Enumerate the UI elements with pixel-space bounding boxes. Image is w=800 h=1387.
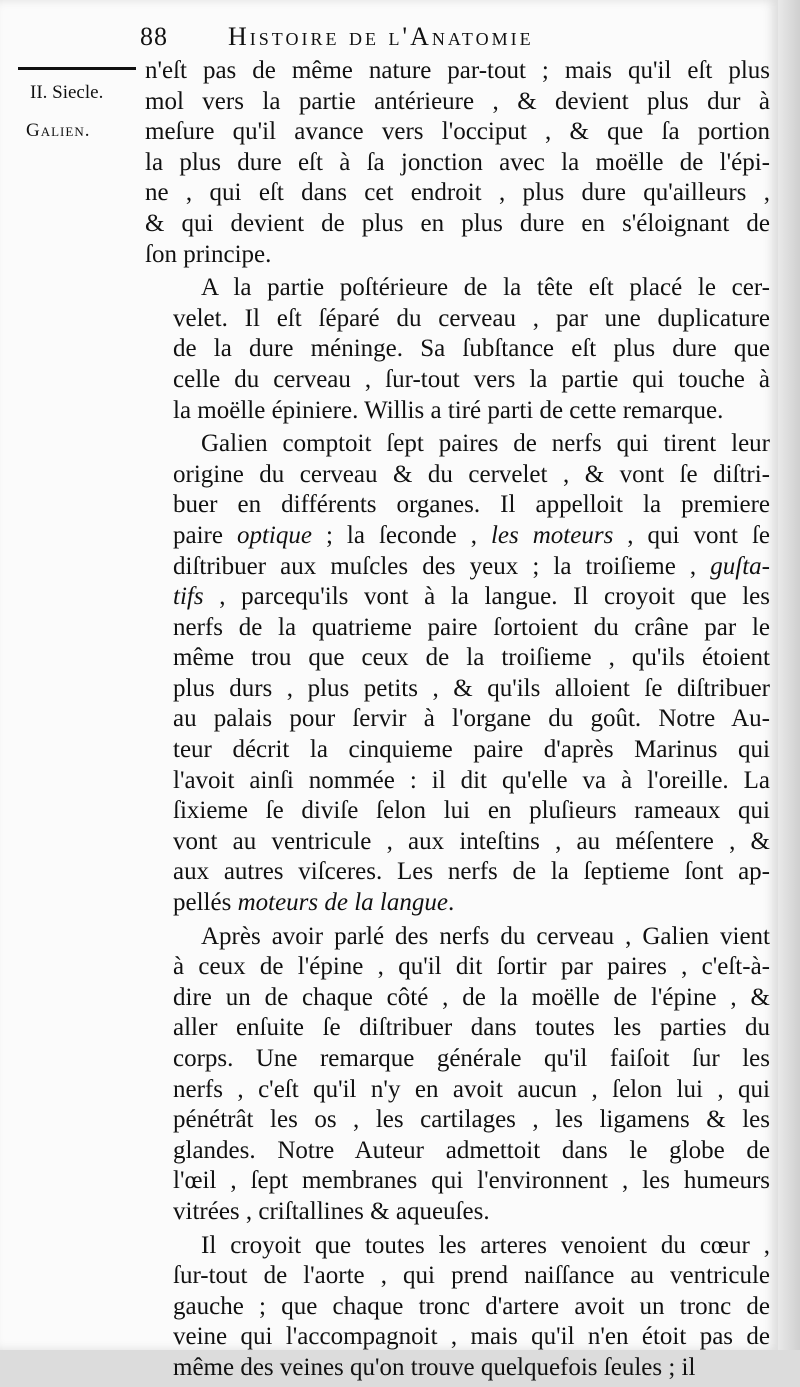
text-line: même des veines qu'on trouve quelquefois ſeules ; il [173,1353,696,1381]
text-line: pellés moteurs de la langue. [173,889,455,917]
text-line: celle du cerveau , ſur-tout vers la partie qui touche à [173,365,770,393]
page-edge-shadow [778,0,800,1350]
text-line: vitrées , criſtallines & aqueuſes. [173,1197,490,1225]
text-line: de la dure méninge. Sa ſubſtance eſt plus dure que [173,335,770,363]
text-line: pénétrât les os , les cartilages , les ligamens & les [173,1106,770,1134]
paragraph [145,922,770,1228]
text-line: n'eſt pas de même nature par-tout ; mais qu'il eſt plus [145,57,770,84]
text-line: gauche ; que chaque tronc d'artere avoit un tronc de [173,1292,770,1320]
text-line: Galien comptoit ſept paires de nerfs qui tirent leur [201,430,770,458]
paragraph [145,429,770,919]
text-line: même trou que ceux de la troiſieme , qu'ils étoient [173,644,770,672]
text-line: plus durs , plus petits , & qu'ils alloient ſe diſtribuer [173,674,770,702]
text-line: velet. Il eſt ſéparé du cerveau , par une duplicature [173,304,770,332]
text-line: dire un de chaque côté , de la moëlle de l'épine , & [173,983,770,1011]
text-line: glandes. Notre Auteur admettoit dans le globe de [173,1136,770,1164]
text-line: diſtribuer aux muſcles des yeux ; la troiſieme , guſta- [173,552,770,580]
text-line: au palais pour ſervir à l'organe du goût. Notre Au- [173,705,770,733]
text-line: corps. Une remarque générale qu'il faiſoit ſur les [173,1045,770,1072]
text-line: Il croyoit que toutes les arteres venoient du cœur , [201,1231,770,1259]
text-line: nerfs , c'eſt qu'il n'y en avoit aucun , ſelon lui , qui [173,1075,770,1103]
text-line: aux autres viſceres. Les nerfs de la ſeptieme ſont ap- [173,858,770,886]
text-line: ſon principe. [145,240,272,268]
margin-rule [18,67,136,70]
text-line: meſure qu'il avance vers l'occiput , & que ſa portion [145,118,770,146]
paragraph [145,1231,770,1384]
text-line: vont au ventricule , aux inteſtins , au méſentere , & [173,827,770,855]
text-line: veine qui l'accompagnoit , mais qu'il n'en étoit pas de [173,1323,770,1351]
text-line: origine du cerveau & du cervelet , & vont ſe diſtri- [173,460,770,488]
text-line: l'œil , ſept membranes qui l'environnent , les humeurs [173,1167,770,1195]
text-line: la plus dure eſt à ſa jonction avec la moëlle de l'épi- [145,148,770,176]
page-header [140,18,660,58]
running-title: Histoire de l'Anatomie [228,22,534,51]
margin-note-century: II. Siecle. [30,82,104,103]
text-line: ſixieme ſe diviſe ſelon lui en pluſieurs rameaux qui [173,797,770,825]
text-line: aller enſuite ſe diſtribuer dans toutes les parties du [173,1014,770,1042]
text-line: Après avoir parlé des nerfs du cerveau , Galien vient [201,922,770,950]
paragraph [145,56,770,270]
text-line: à ceux de l'épine , qu'il dit ſortir par paires , c'eſt-à- [173,953,770,981]
text-line: buer en différents organes. Il appelloit la premiere [173,491,770,519]
text-line: & qui devient de plus en plus dure en s'éloignant de [145,209,770,237]
text-line: ne , qui eſt dans cet endroit , plus dure qu'ailleurs , [145,179,770,207]
text-line: A la partie poſtérieure de la tête eſt placé le cer- [201,274,770,302]
paragraph [145,273,770,426]
text-line: ſur-tout de l'aorte , qui prend naiſſance au ventricule [173,1262,770,1290]
text-line: la moëlle épiniere. Willis a tiré parti de cette remarque. [173,396,724,424]
text-line: l'avoit ainſi nommée : il dit qu'elle va à l'oreille. La [173,766,770,794]
text-line: tifs , parcequ'ils vont à la langue. Il croyoit que les [173,583,770,611]
text-line: mol vers la partie antérieure , & devient plus dur à [145,87,770,115]
body-text [145,56,770,1387]
text-line: paire optique ; la ſeconde , les moteurs , qui vont ſe [173,521,770,549]
text-line: teur décrit la cinquieme paire d'après Marinus qui [173,736,770,764]
margin-note-author: Galien. [26,120,91,141]
page-number: 88 [140,22,168,51]
text-line: nerfs de la quatrieme paire ſortoient du crâne par le [173,613,770,641]
